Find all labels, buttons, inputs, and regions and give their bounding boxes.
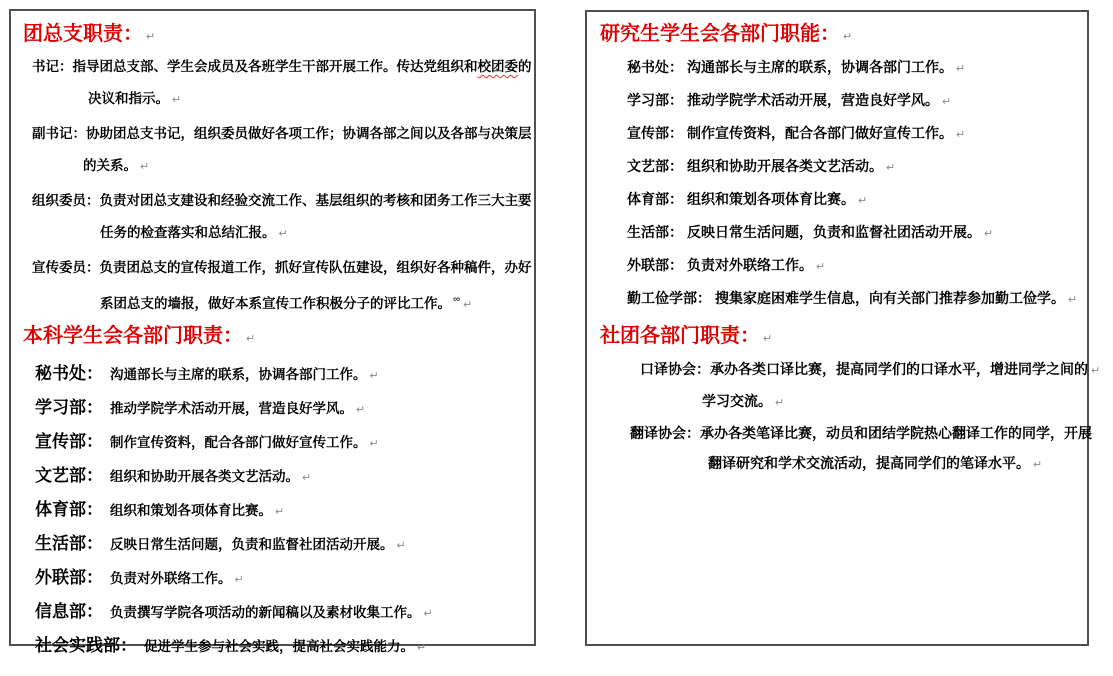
dept-label: 文艺部：: [35, 466, 103, 485]
heading-text: 本科学生会各部门职责：: [23, 325, 243, 347]
dept-desc: 促进学生参与社会实践，提高社会实践能力。: [144, 639, 414, 654]
undergrad-department-list: [11, 358, 534, 664]
role-desc: 的: [518, 59, 532, 74]
paragraph-mark-icon: ↵: [775, 397, 785, 409]
dept-row-study: [587, 85, 1087, 118]
dept-row-information: [11, 596, 534, 630]
paragraph-mark-icon: ↵: [356, 404, 366, 416]
club-label: 翻译协会：: [630, 425, 700, 441]
paragraph-mark-icon: ↵: [843, 31, 853, 43]
dept-row-life: [587, 217, 1087, 250]
dept-desc: 组织和协助开展各类文艺活动。: [110, 469, 299, 484]
dept-label: 外联部：: [35, 568, 103, 587]
paragraph-mark-icon: ↵: [1033, 459, 1043, 471]
dept-label: 文艺部：: [627, 158, 683, 174]
dept-row-publicity: [587, 118, 1087, 151]
paragraph-mark-icon: ↵: [172, 94, 182, 106]
dept-label: 宣传部：: [35, 432, 103, 451]
dept-row-study: [11, 392, 534, 426]
para-line: [11, 185, 534, 217]
paragraph-mark-icon: ↵: [369, 370, 379, 382]
dept-desc: 制作宣传资料，配合各部门做好宣传工作。: [687, 125, 953, 141]
para-secretary: [11, 51, 534, 116]
para-publicity-committee: [11, 252, 534, 321]
heading-text: 研究生学生会各部门职能：: [600, 23, 840, 45]
dept-row-work-study: [587, 283, 1087, 316]
paragraph-mark-icon: ↵: [816, 261, 826, 273]
dept-label: 外联部：: [627, 257, 683, 273]
role-desc: 协助团总支书记，组织委员做好各项工作；协调各部之间以及各部与决策层: [86, 126, 532, 141]
role-desc: 指导团总支部、学生会成员及各班学生干部开展工作。传达党组织和: [72, 59, 478, 74]
dept-row-liaison: [11, 562, 534, 596]
para-line: [587, 354, 1101, 386]
para-line: [11, 83, 534, 116]
paragraph-mark-icon: ↵: [463, 299, 473, 311]
club-desc: 学习交流。: [702, 393, 772, 409]
line-break-mark-icon: ↵: [1091, 365, 1101, 377]
dept-desc: 负责撰写学院各项活动的新闻稿以及素材收集工作。: [110, 605, 421, 620]
heading-league-duties: [23, 21, 534, 50]
dept-label: 生活部：: [35, 534, 103, 553]
paragraph-mark-icon: ↵: [956, 129, 966, 141]
spellcheck-flagged-text: 校团委: [477, 59, 518, 74]
para-line: [11, 217, 534, 250]
dept-desc: 沟通部长与主席的联系，协调各部门工作。: [110, 367, 367, 382]
role-desc: 任务的检查落实和总结汇报。: [100, 225, 276, 240]
club-desc: 翻译研究和学术交流活动，提高同学们的笔译水平。: [708, 455, 1030, 471]
para-line: [587, 386, 1087, 418]
dept-label: 体育部：: [35, 500, 103, 519]
dept-desc: 负责对外联络工作。: [110, 571, 232, 586]
paragraph-mark-icon: ↵: [278, 228, 288, 240]
para-vice-secretary: [11, 118, 534, 183]
dept-desc: 组织和策划各项体育比赛。: [687, 191, 855, 207]
paragraph-mark-icon: ↵: [396, 540, 406, 552]
dept-label: 信息部：: [35, 602, 103, 621]
paragraph-mark-icon: ↵: [369, 438, 379, 450]
paragraph-mark-icon: ↵: [275, 506, 285, 518]
postgrad-department-list: [587, 52, 1087, 316]
dept-row-secretariat: [11, 358, 534, 392]
club-label: 口译协会：: [640, 361, 710, 377]
club-list: [587, 354, 1101, 480]
dept-desc: 负责对外联络工作。: [687, 257, 813, 273]
dept-row-sports: [587, 184, 1087, 217]
paragraph-mark-icon: ↵: [423, 608, 433, 620]
role-desc: 的关系。: [83, 158, 137, 173]
paragraph-mark-icon: ↵: [942, 96, 952, 108]
club-desc: 承办各类口译比赛，提高同学们的口译水平，增进同学之间的: [710, 361, 1088, 377]
para-line: [587, 448, 1087, 480]
dept-label: 生活部：: [627, 224, 683, 240]
dept-row-secretariat: [587, 52, 1087, 85]
paragraph-mark-icon: ↵: [302, 472, 312, 484]
dept-desc: 沟通部长与主席的联系，协调各部门工作。: [687, 59, 953, 75]
para-line: [11, 284, 534, 321]
dept-row-social-practice: [11, 630, 534, 664]
dept-desc: 反映日常生活问题，负责和监督社团活动开展。: [687, 224, 981, 240]
role-label: 组织委员：: [32, 193, 100, 208]
paragraph-mark-icon: ↵: [886, 162, 896, 174]
dept-desc: 反映日常生活问题，负责和监督社团活动开展。: [110, 537, 394, 552]
textbox-league-and-undergrad[interactable]: [9, 9, 536, 655]
paragraph-mark-icon: ↵: [140, 161, 150, 173]
para-line: [11, 51, 534, 83]
role-label: 书记：: [32, 59, 73, 74]
paragraph-mark-icon: ↵: [984, 228, 994, 240]
role-desc: 负责团总支的宣传报道工作，抓好宣传队伍建设，组织好各种稿件，办好: [99, 260, 532, 275]
dept-row-liaison: [587, 250, 1087, 283]
dept-row-life: [11, 528, 534, 562]
dept-label: 体育部：: [627, 191, 683, 207]
role-label: 副书记：: [32, 126, 86, 141]
para-line: [587, 418, 1092, 448]
paragraph-mark-icon: ↵: [417, 642, 427, 654]
club-desc: 承办各类笔译比赛，动员和团结学院热心翻译工作的同学，开展: [700, 425, 1092, 441]
anchor-mark-icon: ∞: [453, 294, 461, 305]
heading-club-duties: [600, 323, 1087, 352]
heading-text: 社团各部门职责：: [600, 325, 760, 347]
dept-label: 学习部：: [627, 92, 683, 108]
role-label: 宣传委员：: [32, 260, 100, 275]
paragraph-mark-icon: ↵: [858, 195, 868, 207]
dept-desc: 制作宣传资料，配合各部门做好宣传工作。: [110, 435, 367, 450]
paragraph-mark-icon: ↵: [246, 333, 256, 345]
dept-desc: 搜集家庭困难学生信息，向有关部门推荐参加勤工俭学。: [715, 290, 1065, 306]
dept-row-sports: [11, 494, 534, 528]
role-desc: 决议和指示。: [88, 91, 169, 106]
dept-row-arts: [587, 151, 1087, 184]
paragraph-mark-icon: ↵: [146, 31, 156, 43]
dept-label: 勤工俭学部：: [627, 290, 711, 306]
dept-desc: 组织和策划各项体育比赛。: [110, 503, 272, 518]
dept-row-arts: [11, 460, 534, 494]
role-desc: 负责对团总支建设和经验交流工作、基层组织的考核和团务工作三大主要: [99, 193, 532, 208]
paragraph-mark-icon: ↵: [1068, 294, 1078, 306]
dept-desc: 推动学院学术活动开展，营造良好学风。: [687, 92, 939, 108]
para-line: [11, 252, 534, 284]
heading-undergrad-departments: [23, 323, 534, 352]
para-organization-committee: [11, 185, 534, 250]
role-desc: 系团总支的墙报，做好本系宣传工作积极分子的评比工作。: [100, 296, 451, 311]
para-line: [11, 150, 534, 183]
dept-desc: 推动学院学术活动开展，营造良好学风。: [110, 401, 353, 416]
heading-postgrad-departments: [600, 21, 1087, 50]
dept-label: 宣传部：: [627, 125, 683, 141]
heading-text: 团总支职责：: [23, 23, 143, 45]
dept-row-publicity: [11, 426, 534, 460]
paragraph-mark-icon: ↵: [763, 333, 773, 345]
dept-label: 学习部：: [35, 398, 103, 417]
para-line: [11, 118, 534, 150]
dept-label: 社会实践部：: [35, 636, 137, 655]
paragraph-mark-icon: ↵: [956, 63, 966, 75]
dept-label: 秘书处：: [627, 59, 683, 75]
dept-desc: 组织和协助开展各类文艺活动。: [687, 158, 883, 174]
textbox-postgrad-and-clubs[interactable]: [585, 10, 1101, 646]
paragraph-mark-icon: ↵: [234, 574, 244, 586]
dept-label: 秘书处：: [35, 364, 103, 383]
